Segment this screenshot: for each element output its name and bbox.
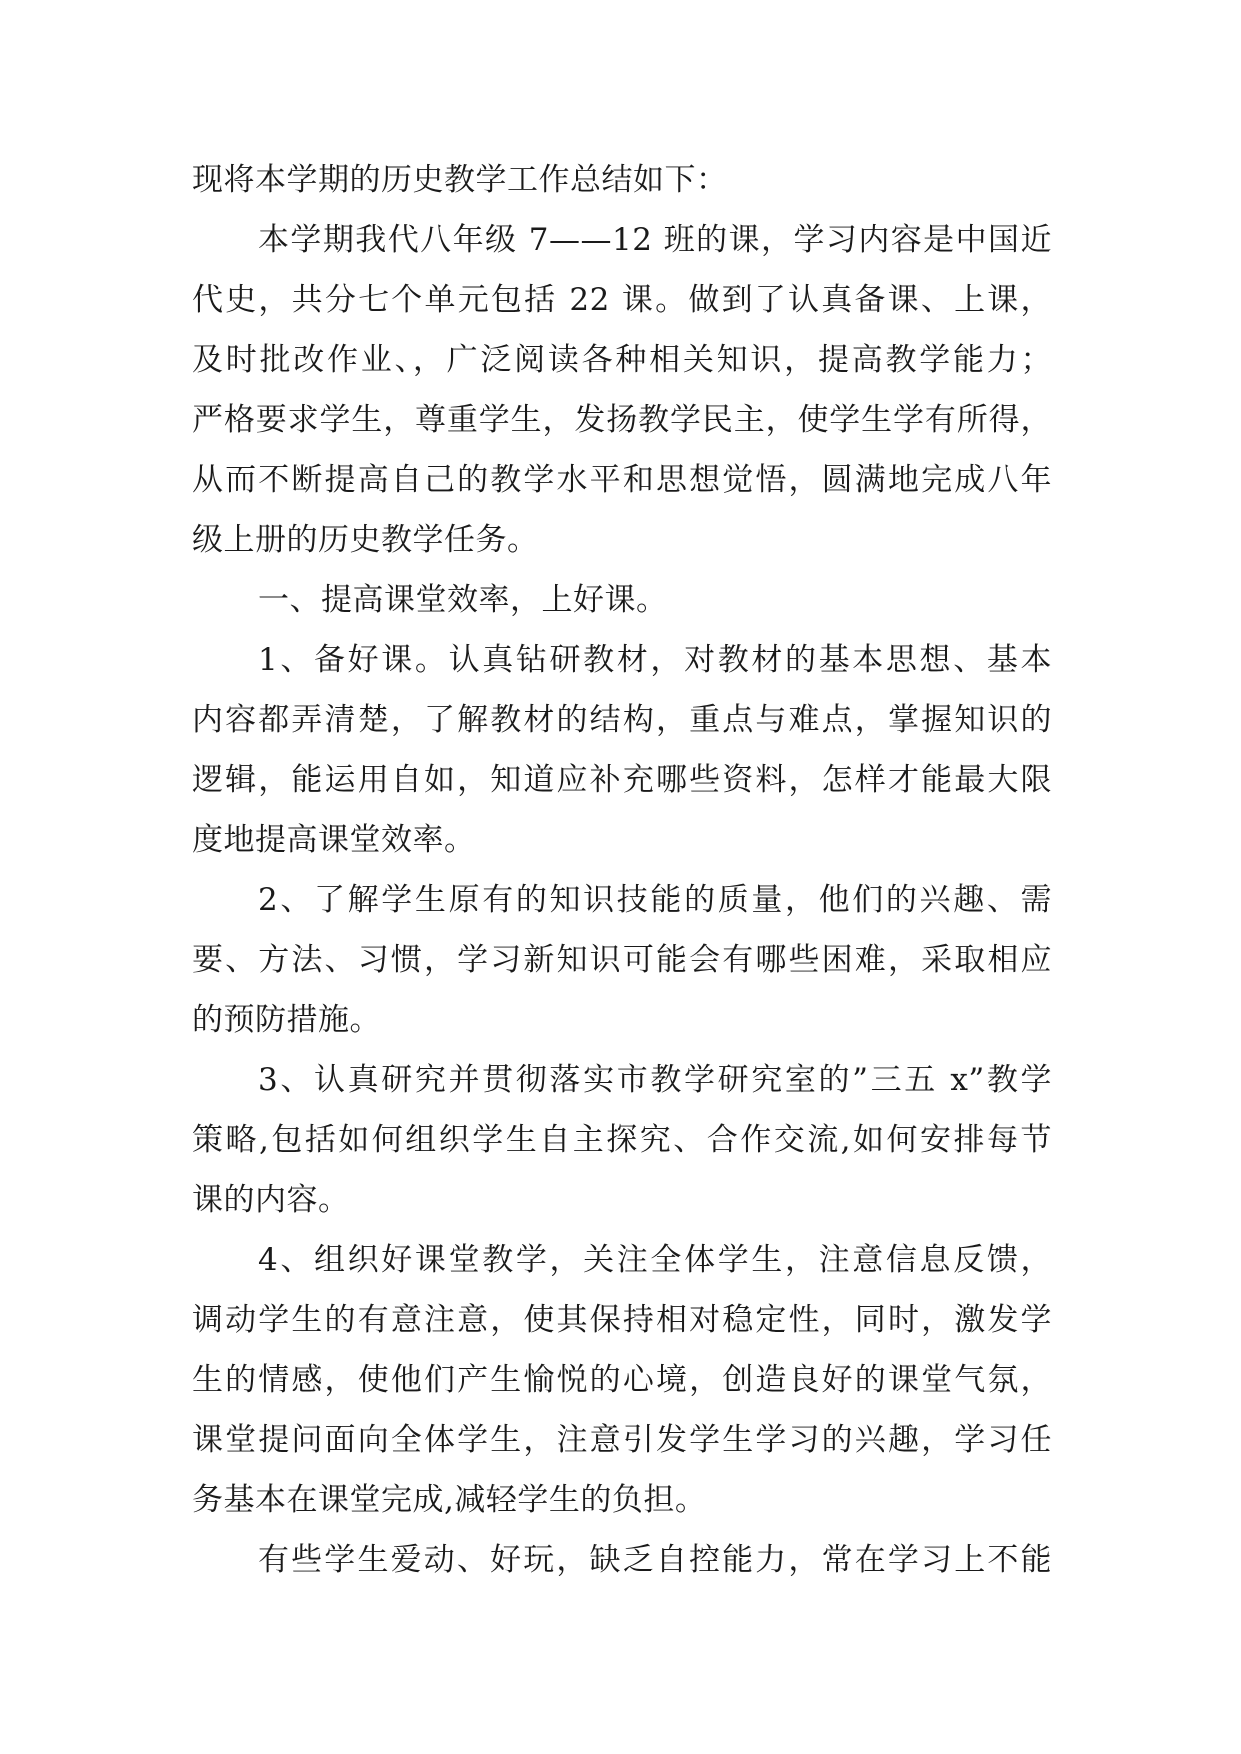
text-line: 4、组织好课堂教学，关注全体学生，注意信息反馈，	[258, 1242, 1052, 1278]
text-line: 及时批改作业、，广泛阅读各种相关知识，提高教学能力；	[192, 342, 1052, 378]
text-line: 要、方法、习惯，学习新知识可能会有哪些困难，采取相应	[192, 942, 1052, 978]
text-line: 有些学生爱动、好玩，缺乏自控能力，常在学习上不能	[258, 1542, 1052, 1578]
text-line: 本学期我代八年级 7——12 班的课，学习内容是中国近	[258, 222, 1052, 258]
text-line: 生的情感，使他们产生愉悦的心境，创造良好的课堂气氛，	[192, 1362, 1052, 1398]
text-line: 课的内容。	[192, 1182, 350, 1218]
text-line: 2、了解学生原有的知识技能的质量，他们的兴趣、需	[258, 882, 1052, 918]
paragraph-overview	[192, 210, 1052, 570]
paragraph-item-4	[192, 1230, 1052, 1530]
text-line: 课堂提问面向全体学生，注意引发学生学习的兴趣，学习任	[192, 1422, 1052, 1458]
text-line: 务基本在课堂完成,减轻学生的负担。	[192, 1482, 707, 1518]
paragraph-item-3	[192, 1050, 1052, 1230]
document-body	[192, 150, 1052, 1590]
text-line: 级上册的历史教学任务。	[192, 522, 539, 558]
text-line: 策略,包括如何组织学生自主探究、合作交流,如何安排每节	[192, 1122, 1052, 1158]
paragraph-closing	[192, 1530, 1052, 1590]
text-line: 的预防措施。	[192, 1002, 381, 1038]
text-line: 1、备好课。认真钻研教材，对教材的基本思想、基本	[258, 642, 1052, 678]
text-line: 一、提高课堂效率，上好课。	[258, 582, 668, 618]
text-line: 逻辑，能运用自如，知道应补充哪些资料，怎样才能最大限	[192, 762, 1052, 798]
paragraph-item-1	[192, 630, 1052, 870]
text-line: 内容都弄清楚，了解教材的结构，重点与难点，掌握知识的	[192, 702, 1052, 738]
paragraph-intro	[192, 150, 1052, 210]
text-line: 3、认真研究并贯彻落实市教学研究室的”三五 x”教学	[258, 1062, 1052, 1098]
text-line: 调动学生的有意注意，使其保持相对稳定性，同时，激发学	[192, 1302, 1052, 1338]
text-line: 度地提高课堂效率。	[192, 822, 476, 858]
paragraph-item-2	[192, 870, 1052, 1050]
text-line: 严格要求学生，尊重学生，发扬教学民主，使学生学有所得，	[192, 402, 1052, 438]
text-line: 从而不断提高自己的教学水平和思想觉悟，圆满地完成八年	[192, 462, 1052, 498]
text-line: 代史，共分七个单元包括 22 课。做到了认真备课、上课，	[192, 282, 1052, 318]
section-heading-1	[192, 570, 1052, 630]
text-line: 现将本学期的历史教学工作总结如下：	[192, 162, 728, 198]
